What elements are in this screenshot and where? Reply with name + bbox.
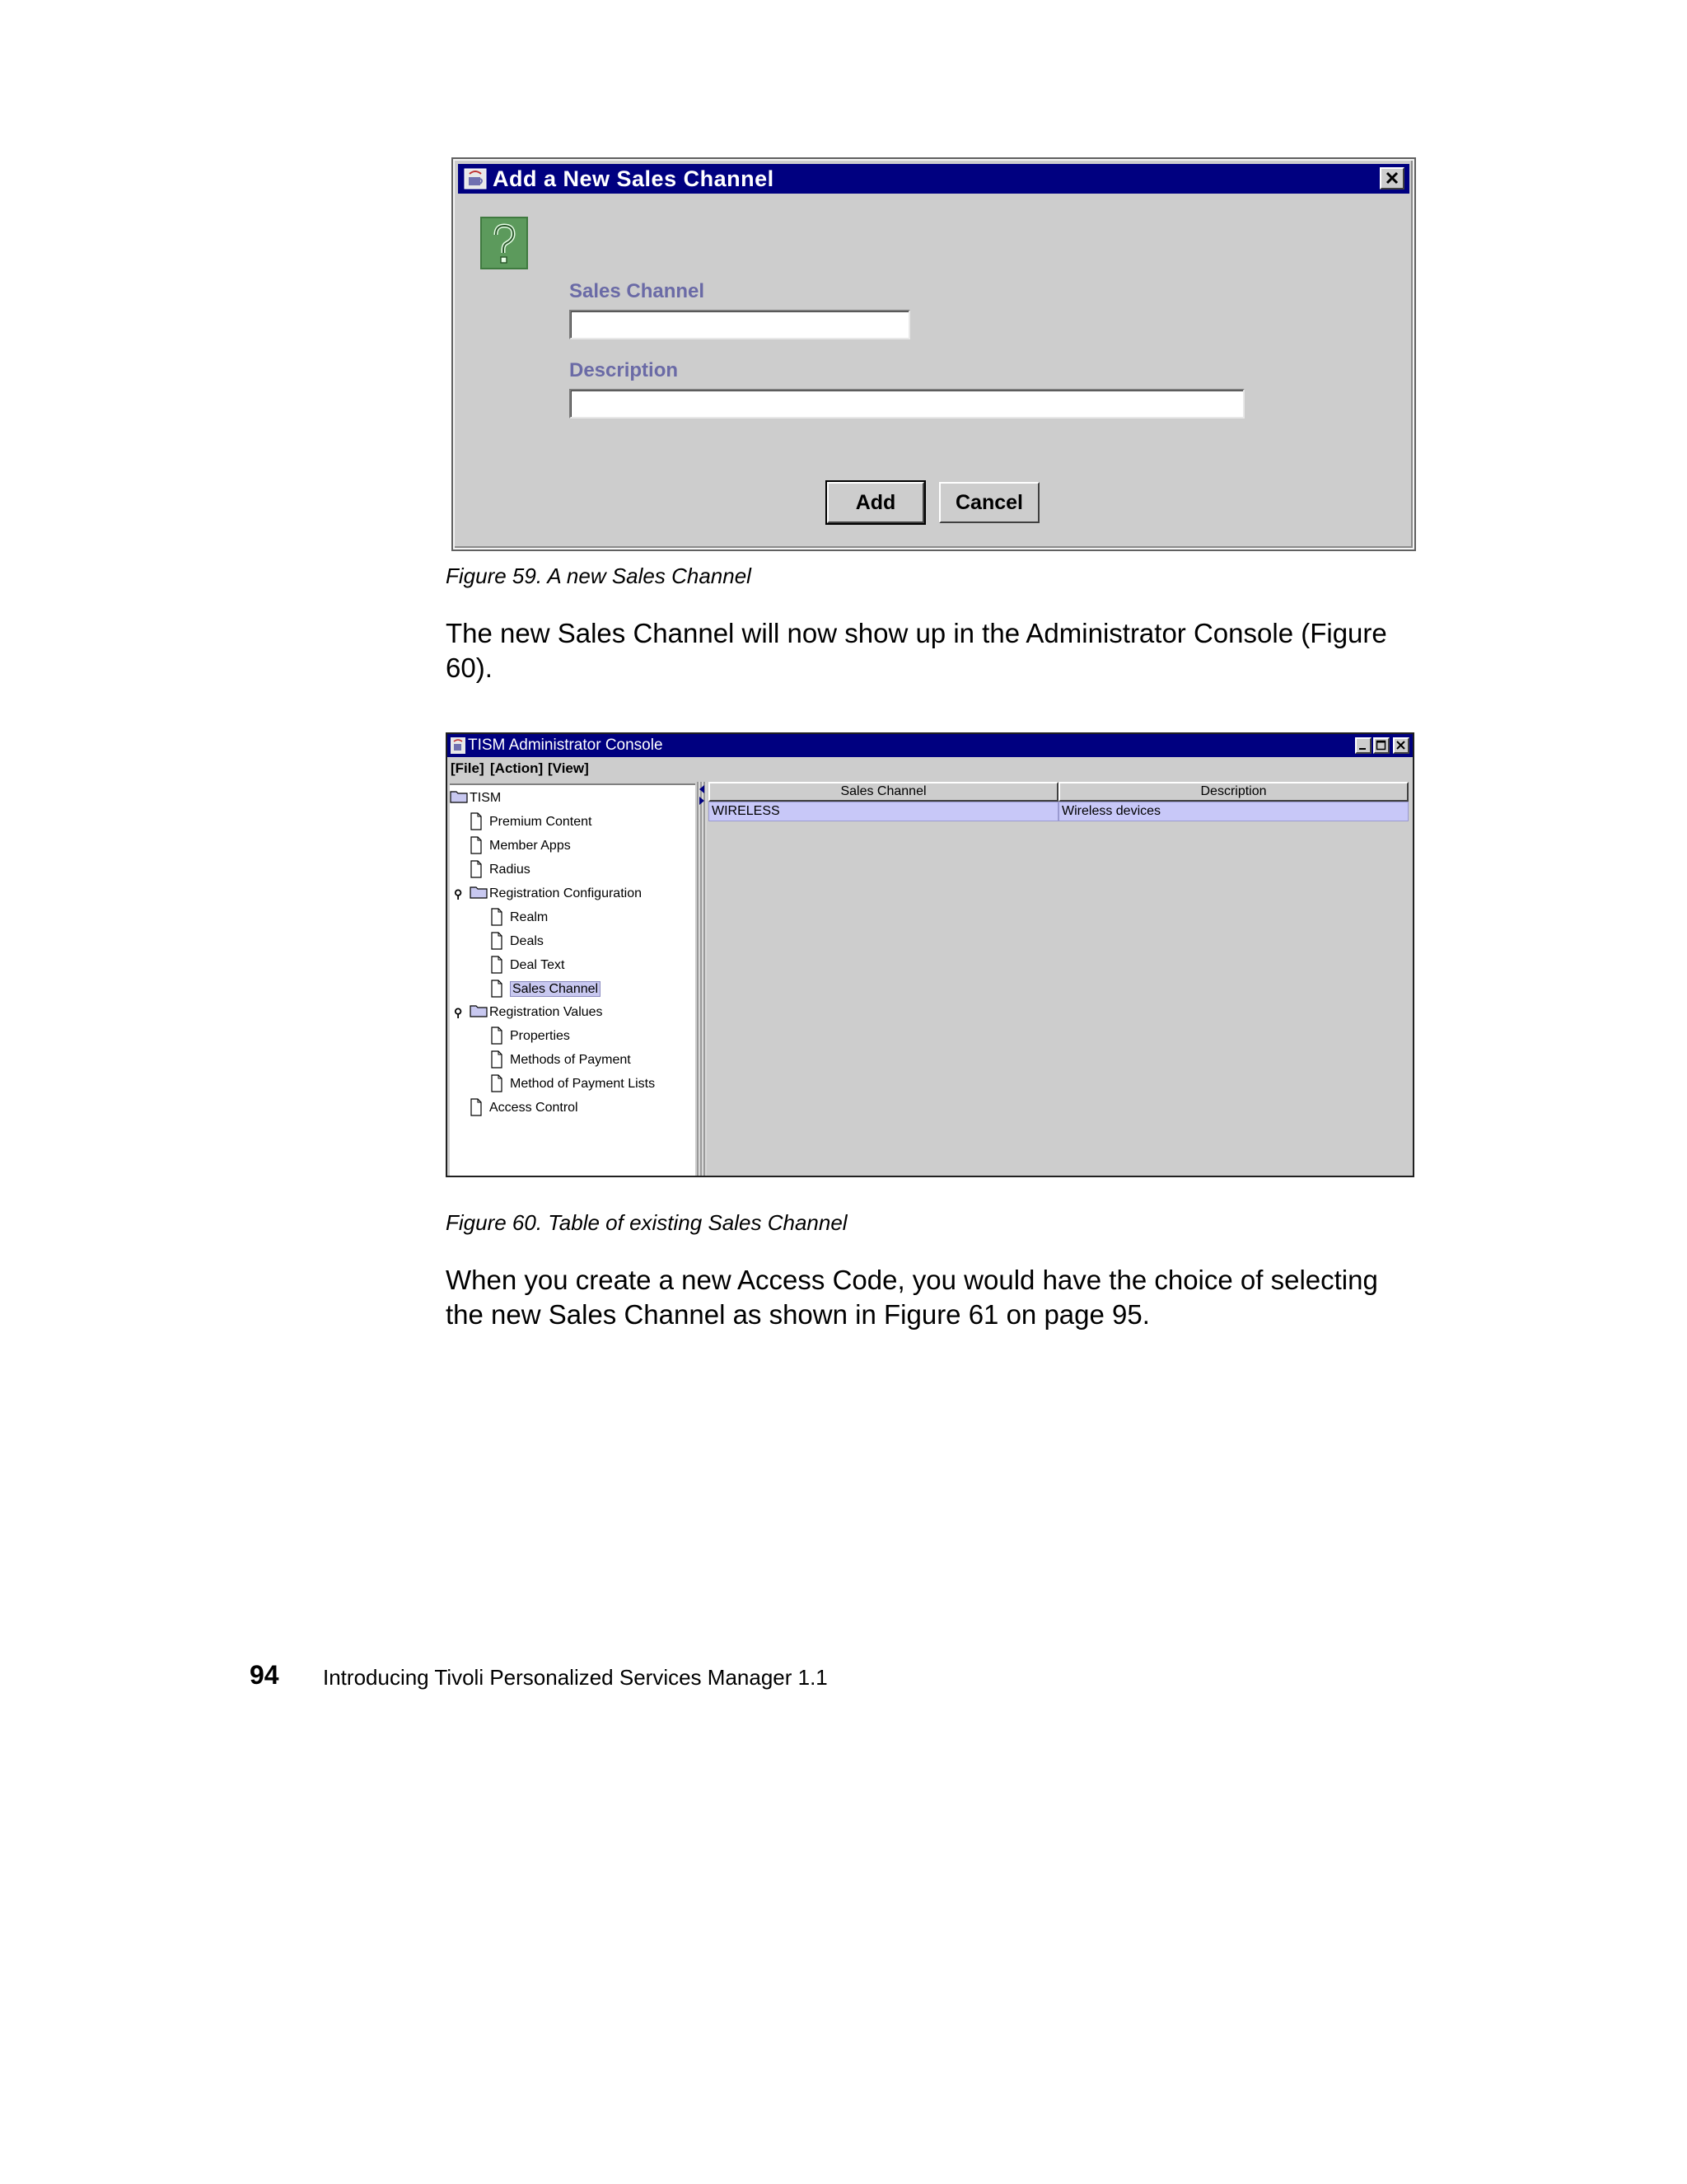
sales-channel-input[interactable] bbox=[569, 310, 910, 339]
document-icon bbox=[470, 836, 483, 854]
menu-action[interactable]: [Action] bbox=[490, 760, 544, 776]
column-header-sales-channel[interactable]: Sales Channel bbox=[708, 782, 1058, 802]
tree-node-radius[interactable]: Radius bbox=[489, 862, 530, 878]
tree-node-premium-content[interactable]: Premium Content bbox=[489, 814, 592, 830]
document-icon bbox=[470, 812, 483, 830]
navigation-tree bbox=[450, 783, 695, 1176]
description-input[interactable] bbox=[569, 389, 1245, 419]
close-button[interactable] bbox=[1393, 737, 1409, 754]
question-icon bbox=[480, 217, 528, 269]
document-icon bbox=[470, 860, 483, 878]
expand-toggle-icon[interactable]: ⚲ bbox=[454, 887, 463, 900]
cancel-button[interactable]: Cancel bbox=[939, 482, 1040, 523]
document-icon bbox=[490, 932, 503, 950]
tree-node-properties[interactable]: Properties bbox=[510, 1028, 570, 1045]
figure-60-caption: Figure 60. Table of existing Sales Channel bbox=[446, 1210, 848, 1235]
java-app-icon bbox=[450, 737, 466, 755]
collapse-arrows-icon bbox=[697, 783, 707, 808]
paragraph-2: When you create a new Access Code, you would have the choice of selecting the new Sales Channel as shown in Figure 61 on page 95. bbox=[446, 1265, 1378, 1330]
maximize-icon bbox=[1375, 739, 1388, 752]
menu-file[interactable]: [File] bbox=[451, 760, 484, 776]
document-icon bbox=[490, 980, 503, 998]
maximize-button[interactable] bbox=[1373, 737, 1390, 754]
dialog-title: Add a New Sales Channel bbox=[493, 166, 774, 191]
console-title: TISM Administrator Console bbox=[468, 737, 663, 754]
document-icon bbox=[490, 1074, 503, 1092]
tree-node-deals[interactable]: Deals bbox=[510, 933, 544, 950]
close-icon bbox=[1395, 739, 1408, 752]
tree-node-tism[interactable]: TISM bbox=[470, 790, 501, 807]
document-icon bbox=[490, 908, 503, 926]
paragraph-1: The new Sales Channel will now show up in the Administrator Console (Figure 60). bbox=[446, 618, 1387, 683]
folder-icon bbox=[470, 884, 488, 899]
tree-node-registration-configuration[interactable]: Registration Configuration bbox=[489, 886, 642, 902]
tree-node-deal-text[interactable]: Deal Text bbox=[510, 957, 564, 974]
folder-icon bbox=[450, 788, 468, 803]
document-icon bbox=[490, 1050, 503, 1069]
admin-console-window bbox=[446, 732, 1414, 1177]
tree-node-sales-channel[interactable]: Sales Channel bbox=[510, 981, 600, 998]
pane-splitter[interactable] bbox=[697, 782, 707, 1176]
minimize-icon bbox=[1357, 739, 1370, 752]
console-title-bar bbox=[447, 734, 1413, 757]
tree-node-realm[interactable]: Realm bbox=[510, 910, 548, 926]
sales-channel-label: Sales Channel bbox=[569, 280, 705, 302]
table-cell-sales-channel[interactable]: WIRELESS bbox=[708, 802, 1058, 821]
document-icon bbox=[490, 1027, 503, 1045]
tree-node-methods-of-payment[interactable]: Methods of Payment bbox=[510, 1052, 631, 1069]
document-icon bbox=[470, 1098, 483, 1116]
tree-node-access-control[interactable]: Access Control bbox=[489, 1100, 578, 1116]
menu-bar bbox=[447, 757, 1413, 779]
tree-node-member-apps[interactable]: Member Apps bbox=[489, 838, 571, 854]
close-icon bbox=[1381, 169, 1403, 188]
tree-node-registration-values[interactable]: Registration Values bbox=[489, 1004, 603, 1021]
expand-toggle-icon[interactable]: ⚲ bbox=[454, 1006, 463, 1019]
close-button[interactable] bbox=[1380, 167, 1404, 189]
tree-node-method-of-payment-lists[interactable]: Method of Payment Lists bbox=[510, 1076, 655, 1092]
menu-view[interactable]: [View] bbox=[548, 760, 589, 776]
dialog-title-bar bbox=[458, 164, 1409, 194]
table-cell-description[interactable]: Wireless devices bbox=[1058, 802, 1409, 821]
sales-channel-table bbox=[708, 782, 1411, 1174]
minimize-button[interactable] bbox=[1355, 737, 1372, 754]
figure-59-caption: Figure 59. A new Sales Channel bbox=[446, 564, 751, 588]
column-header-description[interactable]: Description bbox=[1058, 782, 1409, 802]
book-title: Introducing Tivoli Personalized Services Manager 1.1 bbox=[323, 1665, 828, 1690]
document-icon bbox=[490, 956, 503, 974]
add-sales-channel-dialog bbox=[453, 159, 1414, 550]
java-app-icon bbox=[463, 167, 488, 190]
page-number: 94 bbox=[250, 1660, 279, 1690]
folder-icon bbox=[470, 1003, 488, 1017]
add-button[interactable]: Add bbox=[827, 482, 924, 523]
description-label: Description bbox=[569, 359, 679, 381]
